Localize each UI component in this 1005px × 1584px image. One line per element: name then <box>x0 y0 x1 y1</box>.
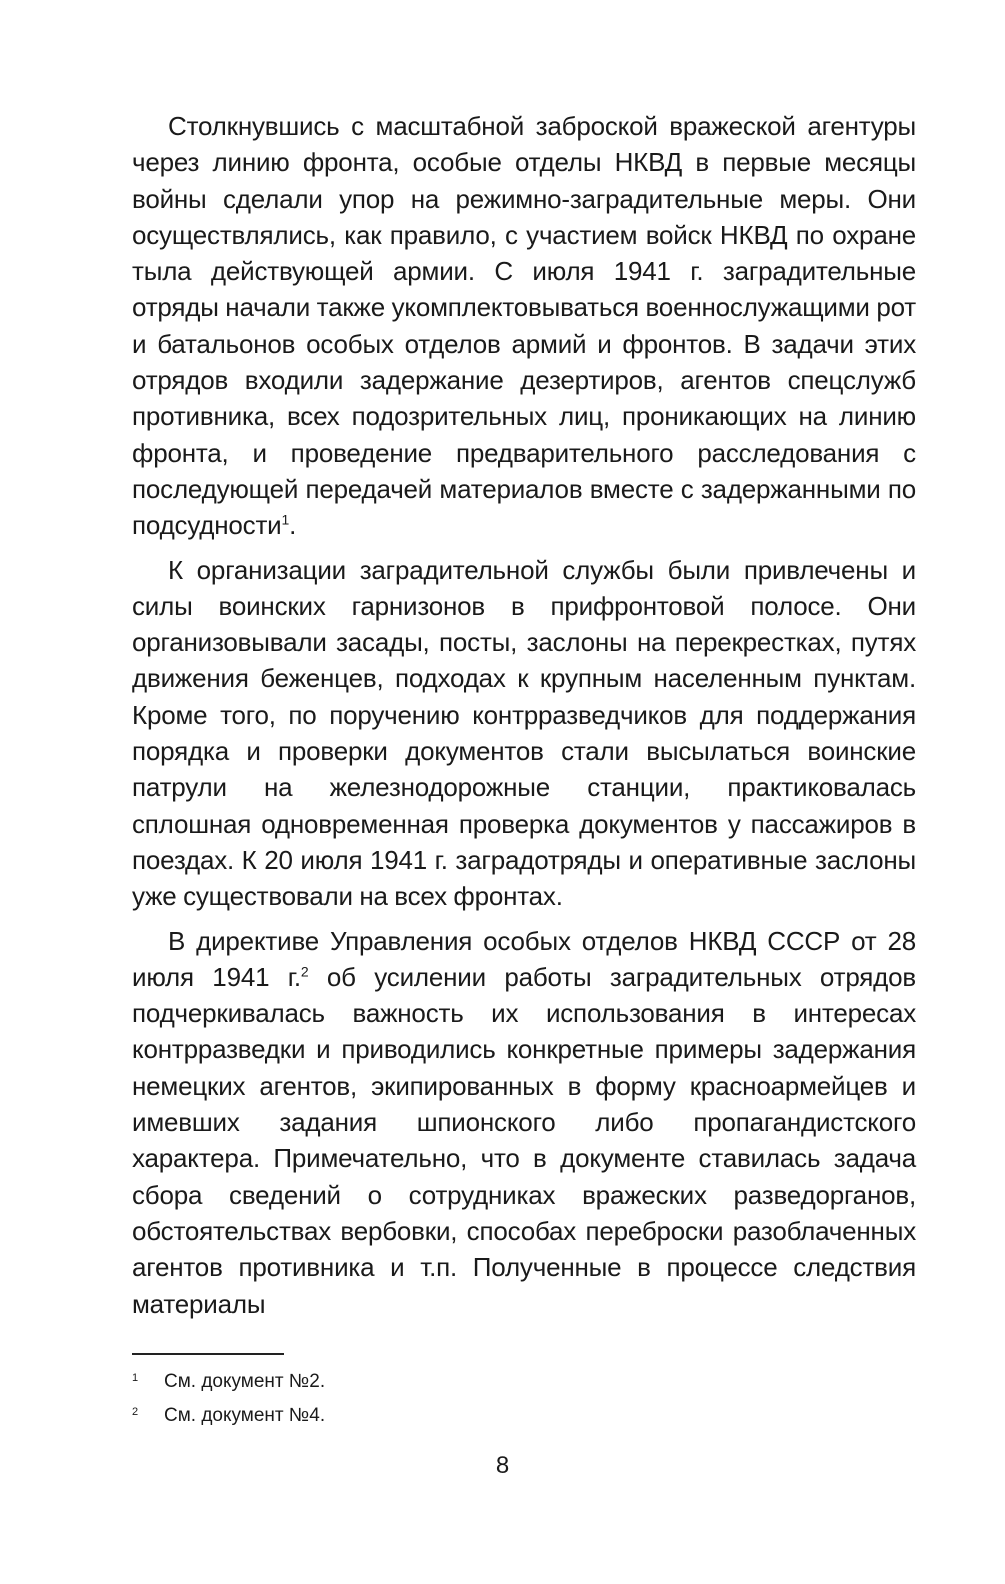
body-text <box>132 108 916 1330</box>
footnote-divider <box>132 1353 284 1355</box>
paragraph-3-text: В директиве Управления особых отделов НКВД СССР от 28 июля 1941 г. <box>132 925 916 992</box>
footnote-1-number: 1 <box>132 1372 139 1384</box>
paragraph-3 <box>132 923 916 1322</box>
footnote-1 <box>132 1366 832 1400</box>
paragraph-1-tail: . <box>289 510 297 541</box>
paragraph-2-text: К организации заградительной службы были привлечены и силы воинских гарнизонов в прифронтовой полосе. Они организовывали засады, посты, заслоны на перекрестках, путях движения беженцев, подходах к крупным населенным пунктам. Кроме того, по поручению контрразведчиков для поддержания порядка и проверки документов стали высылаться воинские патрули на железнодорожные станции, практиковалась сплошная одновременная проверка документов у пассажиров в поездах. К 20 июля 1941 г. заградотряды и оперативные заслоны уже существовали на всех фронтах. <box>132 554 916 912</box>
footnote-1-text: См. документ №2. <box>164 1371 326 1392</box>
paragraph-1-text: Столкнувшись с масштабной заброской вражеской агентуры через линию фронта, особые отделы НКВД в первые месяцы войны сделали упор на режимно-заградительные меры. Они осуществлялись, как правило, с участием войск НКВД по охране тыла действующей армии. С июля 1941 г. заградительные отряды начали также укомплектовываться военнослужащими рот и батальонов особых отделов армий и фронтов. В задачи этих отрядов входили задержание дезертиров, агентов спецслужб противника, всех подозрительных лиц, проникающих на линию фронта, и проведение предварительного расследования с последующей передачей материалов вместе с задержанными по подсудности <box>132 111 916 541</box>
footnote-ref-1: 1 <box>281 511 290 528</box>
paragraph-1 <box>132 108 916 544</box>
footnote-2-number: 2 <box>132 1406 139 1418</box>
paragraph-3-tail: об усилении работы заградительных отрядов подчеркивалась важность их использования в интересах контрразведки и приводились конкретные примеры задержания немецких агентов, экипированных в форму красноармейцев и имевших задания шпионского либо пропагандистского характера. Примечательно, что в документе ставилась задача сбора сведений о сотрудниках вражеских разведорганов, обстоятельствах вербовки, способах переброски разоблаченных агентов противника и т.п. Полученные в процессе следствия материалы <box>132 961 917 1319</box>
page-number: 8 <box>495 1452 510 1479</box>
footnote-2-text: См. документ №4. <box>164 1405 326 1426</box>
footnote-ref-2: 2 <box>300 963 309 980</box>
paragraph-2 <box>132 552 916 915</box>
footnotes <box>132 1366 832 1434</box>
footnote-2 <box>132 1400 832 1434</box>
